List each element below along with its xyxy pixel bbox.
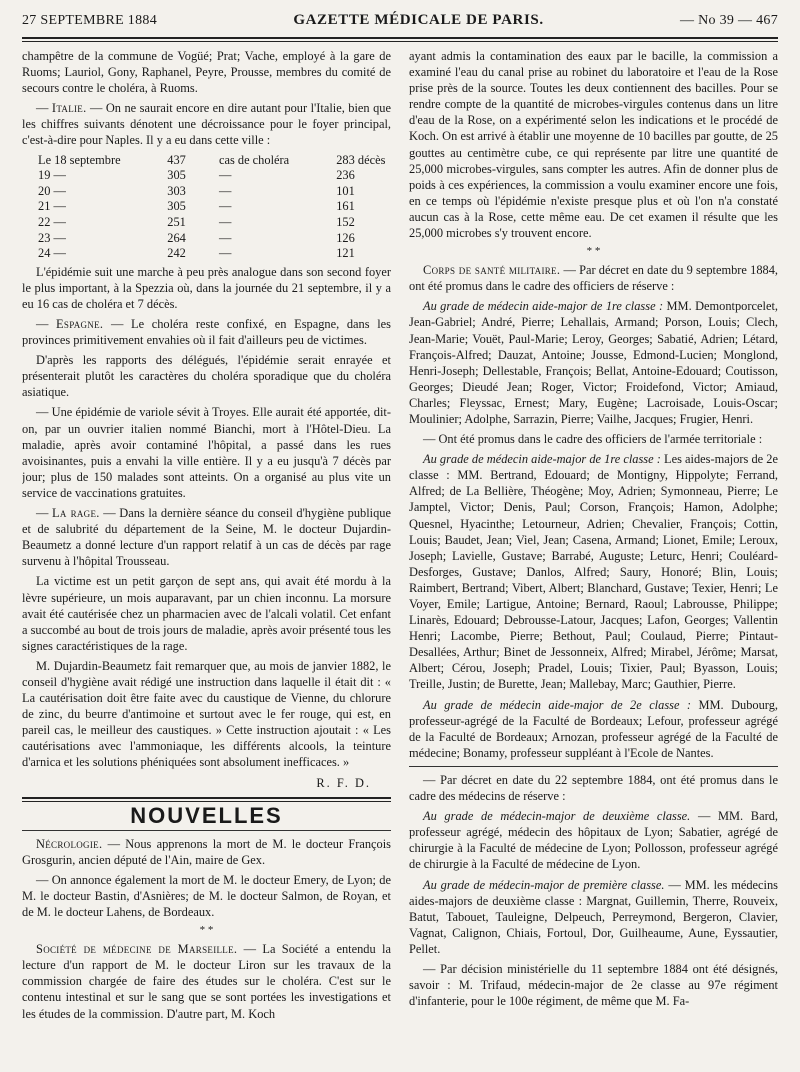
section-stars: * * [199, 924, 214, 937]
cholera-cell-cases: 305 [167, 199, 186, 214]
issue-number: — No 39 — 467 [679, 13, 778, 28]
section-rule [22, 797, 391, 802]
cholera-cell-label: — [218, 199, 232, 214]
page-header [22, 12, 778, 34]
cholera-cell-cases: 305 [167, 168, 186, 183]
cholera-cell-deaths: 236 [336, 168, 355, 183]
nouvelles-title: NOUVELLES [130, 802, 283, 828]
cholera-cell-label: — [218, 214, 232, 229]
cholera-cell-deaths: 152 [336, 214, 355, 229]
heading-rage: La rage. [52, 506, 100, 521]
divider-rule [409, 766, 778, 767]
paragraph-grade-4 [409, 808, 778, 872]
cholera-cell-date: 24 — [38, 246, 66, 261]
cholera-cell-deaths: 161 [336, 199, 355, 214]
left-column [22, 48, 391, 1068]
nouvelles-rule [22, 830, 391, 831]
heading-grade-4: Au grade de médecin-major de deuxième classe. [423, 809, 691, 824]
cholera-table-row [38, 184, 391, 200]
columns [22, 48, 778, 1068]
heading-grade-2: Au grade de médecin aide-major de 1re classe : [423, 452, 661, 467]
cholera-cell-date: 22 — [38, 214, 66, 229]
cholera-cell-deaths: 283 décès [336, 152, 386, 167]
paragraph-grade-1 [409, 298, 778, 427]
text-rage: — Dans la dernière séance du conseil d'hygiène publique et de salubrité du département de la Seine, M. le docteur Dujardin-Beaumetz a donné lecture d'un rapport relatif à un cas de décès par rage survenu à l'hôpital Trousseau. [22, 506, 391, 569]
paragraph-dujardin: M. Dujardin-Beaumetz fait remarquer que, au mois de janvier 1882, le conseil d'hygiène avait rédigé une instruction dans laquelle il était dit : « La cautérisation doit être faite avec du caustique de Vienne, du chlorure de zinc, du beurre d'antimoine et surtout avec le fer rouge, qui est, en pareil cas, le meilleur des caustiques. » Cette instruction ajoutait : « Les cautérisations avec l'ammoniaque, les différents alcools, la teinture d'arnica et les solutions phéniquées sont absolument inefficaces. » [22, 658, 391, 770]
paragraph-vogue: champêtre de la commune de Vogüé; Prat; Vache, employé à la gare de Ruoms; Lauriol, Gony, Raphanel, Peyre, Prousse, membres du comité de secours contre le choléra, à Ruoms. [22, 49, 391, 96]
paragraph-grade-3 [409, 697, 778, 761]
paragraph-territoriale: — Ont été promus dans le cadre des officiers de l'armée territoriale : [423, 432, 763, 447]
cholera-cell-label: cas de choléra [218, 152, 290, 167]
right-column [409, 48, 778, 1068]
paragraph-variole: — Une épidémie de variole sévit à Troyes. Elle aurait été apportée, dit-on, par un ouvrier italien nommé Bianchi, mort à l'Hôtel-Dieu. La maladie, après avoir contaminé l'hôpital, a passé dans les rues avoisinantes, puis a envahi la ville entière. Il y a eu jusqu'à 7 décès par jour; plus de 150 malades sont atteints. On a organisé au plus vite un service de vaccinations gratuites. [22, 405, 391, 500]
cholera-cell-date: 21 — [38, 199, 66, 214]
paragraph-grade-2 [409, 451, 778, 692]
text-italie: — On ne saurait encore en dire autant pour l'Italie, bien que les chiffres suivants dénotent une décroissance pour le foyer principal, c'est-à-dire pour Naples. Il y a eu dans cette ville : [22, 101, 391, 148]
cholera-table-row [38, 231, 391, 247]
text-grade-5: — MM. les médecins aides-majors de deuxième classe : Margnat, Guillemin, Therre, Rouveix, Batut, Tabouet, Tauleigne, Delpeuch, Perreymond, Bergeron, Clavier, Vagnat, Calignon, Chiais, Fortoul, Dor, Guilheaume, Aune, Eyssautier, Pellet. [409, 877, 778, 956]
paragraph-emery: — On annonce également la mort de M. le docteur Emery, de Lyon; de M. le docteur Bastin, d'Asnières; de M. le docteur Salmon, de Royan, et de M. le docteur Lahens, de Bordeaux. [22, 872, 391, 920]
paragraph-italie: — Italie. — On ne saurait encore en dire autant pour l'Italie, bien que les chiffres suivants dénotent une décroissance pour le foyer principal, c'est-à-dire pour Naples. Il y a eu dans cette ville : [22, 101, 391, 148]
signature: R. F. D. [316, 775, 371, 790]
cholera-cell-label: — [218, 230, 232, 245]
cholera-cell-cases: 242 [167, 246, 186, 261]
text-grade-2: Les aides-majors de 2e classe : MM. Bertrand, Edouard; de Montigny, Hippolyte; Ferrand, Alfred; de La Bellière, Théogène; Moy, Adrien; Symonneau, Pierre; Le Jamptel, Victor; Denis, Paul; Corson, François; Hamon, Adolphe; Quesnel, Hyacinthe; Letourneur, Adrien; Chevalier, François; Cottin, Louis; Baudet, Jean; Viel, Jean; Casena, Armand; Lionet, Emile; Leroux, Joseph; Lavielle, Gustave; Barrabé, Auguste; Leturc, Henri; Couléard-Desforges, Gustave; Danlos, Alfred; Saury, Honoré; Blin, Louis; Raimbert, Bertrand; Vibert, Albert; Blanchard, Gustave; Texier, Henri; Le Voyer, Emile; Lartigue, Antoine; Bernard, Raoul; Labrousse, Philippe; Linarès, Edouard; Debrousse-Latour, Jacques; Lafon, Georges; Vallentin Henri; Lacombe, Pierre; Bethout, Paul; Coulaud, Pierre; Pintaut-Desallées, Arthur; Binet de Jessonneix, Alfred; Mirabel, Jérôme; Marsat, Albert; Cérou, Joseph; Pradel, Louis; Tixier, Paul; Byasson, Louis; Treille, Justin; de Burette, Jean; Mallebay, Marc; Gauthier, Pierre. [409, 452, 778, 692]
text-necrologie: — Nous apprenons la mort de M. le docteur François Grosgurin, ancien député de l'Ain, maire de Gex. [22, 836, 391, 867]
cholera-cell-cases: 303 [167, 183, 186, 198]
cholera-cell-deaths: 126 [336, 230, 355, 245]
heading-marseille: Société de médecine de Marseille. [36, 942, 238, 957]
paragraph-corps-sante [409, 262, 778, 294]
text-espagne: — Le choléra reste confixé, en Espagne, dans les provinces primitivement envahies où il fait d'ailleurs peu de victimes. [22, 317, 391, 348]
cholera-table-row [38, 199, 391, 215]
paragraph-rage: — La rage. — Dans la dernière séance du conseil d'hygiène publique et de salubrité du département de la Seine, M. le docteur Dujardin-Beaumetz a donné lecture d'un rapport relatif à un cas de décès par rage survenu à l'hôpital Trousseau. [22, 506, 391, 569]
heading-necrologie: Nécrologie. [36, 836, 103, 851]
paragraph-grade-5 [409, 877, 778, 957]
text-marseille: — La Société a entendu la lecture d'un rapport de M. le docteur Liron sur les travaux de la commission chargée de faire des études sur le choléra. C'est sur le contenu intestinal et sur le sang que se sont portées les investigations et les études de la commission. D'autre part, M. Koch [22, 942, 391, 1021]
text-grade-1: MM. Demontporcelet, Jean-Gabriel; André, Pierre; Lehallais, Armand; Porson, Louis; Clech, Jean-Marie; Vouët, Paul-Marie; Leroy, Georges; Sabatié, Adrien; Létard, François-Alfred; Dauzat, Antoine; Jousse, Edmond-Lucien; Monglond, Henri-Joseph; Dellestable, François; Bellat, Antoine-Edouard; Coutisson, Georges; Dieudé Jean; Roger, Victor; Froidefond, Victor; Amiaud, Charles; Fleyssac, Ernest; Mary, Eugène; Lacroisade, Louis-Oscar; Moulinier; Adolphe, Sarrazin, Pierre; Vailhe, Jacques; Frugier, Henri. [409, 299, 778, 426]
cholera-table-row [38, 153, 391, 169]
heading-corps-sante: Corps de santé militaire. [423, 263, 561, 278]
publication-title: GAZETTE MÉDICALE DE PARIS. [293, 12, 544, 28]
cholera-cell-label: — [218, 168, 232, 183]
cholera-cell-label: — [218, 246, 232, 261]
paragraph-marseille [22, 941, 391, 1021]
header-date: 27 SEPTEMBRE 1884 [22, 13, 158, 28]
heading-espagne: Espagne. [56, 317, 104, 331]
text-corps-sante: — Par décret en date du 9 septembre 1884, ont été promus dans le cadre des officiers de réserve : [409, 263, 778, 294]
section-stars: * * [586, 245, 601, 258]
paragraph-koch: ayant admis la contamination des eaux par le bacille, la commission a examiné l'eau du canal prise au robinet du laboratoire et l'eau de la Rose prise près de la source. Toutes les deux contiennent des bacilles. Pour se rendre compte de la quantité de microbes-virgules contenus dans un litre d'eau de la Rose, on a expérimenté selon les indications et le procédé de Koch. On est arrivé à établir une moyenne de 10 bacilles par goutte, de 25 gouttes au centimètre cube, ce qui représente par litre une quantité de 25,000 microbes-virgules, sans compter les autres. Afin de donner plus de poids à ces expériences, la commission a voulu examiner encore une fois, en ce temps où l'épidémie n'existe presque plus et où l'on n'a constaté aucun cas à la Rose, cette même eau. De cet examen il résulte que les 25,000 microbes s'y trouvent encore. [409, 49, 778, 241]
cholera-table [38, 153, 391, 262]
header-rule [22, 37, 778, 42]
cholera-cell-cases: 251 [167, 214, 186, 229]
cholera-cell-cases: 437 [167, 152, 186, 167]
cholera-cell-date: Le 18 septembre [38, 152, 121, 167]
cholera-cell-deaths: 101 [336, 183, 355, 198]
cholera-cell-label: — [218, 183, 232, 198]
paragraph-necrologie [22, 836, 391, 868]
heading-italie: Italie. [51, 101, 87, 116]
text-grade-4: — MM. Bard, professeur agrégé, médecin des hôpitaux de Lyon; Sabatier, agrégé de chirurgie à la Faculté de médecine de Lyon; Pollosson, professeur agrégé de chirurgie à la Faculté de médecine de Lyon. [409, 809, 778, 872]
cholera-cell-date: 20 — [38, 183, 66, 198]
paragraph-espagne: — Espagne. — Le choléra reste confixé, en Espagne, dans les provinces primitivement envahies où il fait d'ailleurs peu de victimes. [22, 317, 391, 348]
cholera-cell-deaths: 121 [336, 246, 355, 261]
cholera-cell-date: 23 — [38, 230, 66, 245]
text-grade-3: MM. Dubourg, professeur-agrégé de la Faculté de Bordeaux; Lefour, professeur agrégé de la Faculté de Bordeaux; Arnozan, professeur agrégé de la Faculté de médecine; Bonamy, professeur suppléant à l'Ecole de Nantes. [409, 697, 778, 760]
paragraph-decret-22: — Par décret en date du 22 septembre 1884, ont été promus dans le cadre des médecins de réserve : [409, 772, 778, 804]
cholera-table-row [38, 215, 391, 231]
paragraph-delegues: D'après les rapports des délégués, l'épidémie serait enrayée et présenterait plutôt les caractères du choléra sporadique que du choléra asiatique. [22, 353, 391, 400]
heading-grade-3: Au grade de médecin aide-major de 2e classe : [423, 697, 692, 712]
heading-grade-1: Au grade de médecin aide-major de 1re classe : [423, 299, 664, 314]
paragraph-spezzia: L'épidémie suit une marche à peu près analogue dans son second foyer le plus important, à la Spezzia où, dans la journée du 21 septembre, il y a eu 16 cas de choléra et 7 décès. [22, 264, 391, 311]
paragraph-ministerielle: — Par décision ministérielle du 11 septembre 1884 ont été désignés, savoir : M. Trifaud, médecin-major de 2e classe au 97e régiment d'infanterie, pour le 100e régiment, de même que M. Fa- [409, 961, 778, 1009]
cholera-table-row [38, 168, 391, 184]
cholera-table-row [38, 246, 391, 262]
cholera-cell-date: 19 — [38, 168, 66, 183]
heading-grade-5: Au grade de médecin-major de première classe. [423, 877, 665, 892]
paragraph-victime: La victime est un petit garçon de sept ans, qui avait été mordu à la lèvre supérieure, un mois auparavant, par un chien inconnu. La morsure avait été cautérisée chez un pharmacien avec de l'alcali volatil. Cet enfant a succombé au bout de trois jours de maladie, après avoir présenté tous les signes caractéristiques de la rage. [22, 574, 391, 653]
cholera-cell-cases: 264 [167, 230, 186, 245]
